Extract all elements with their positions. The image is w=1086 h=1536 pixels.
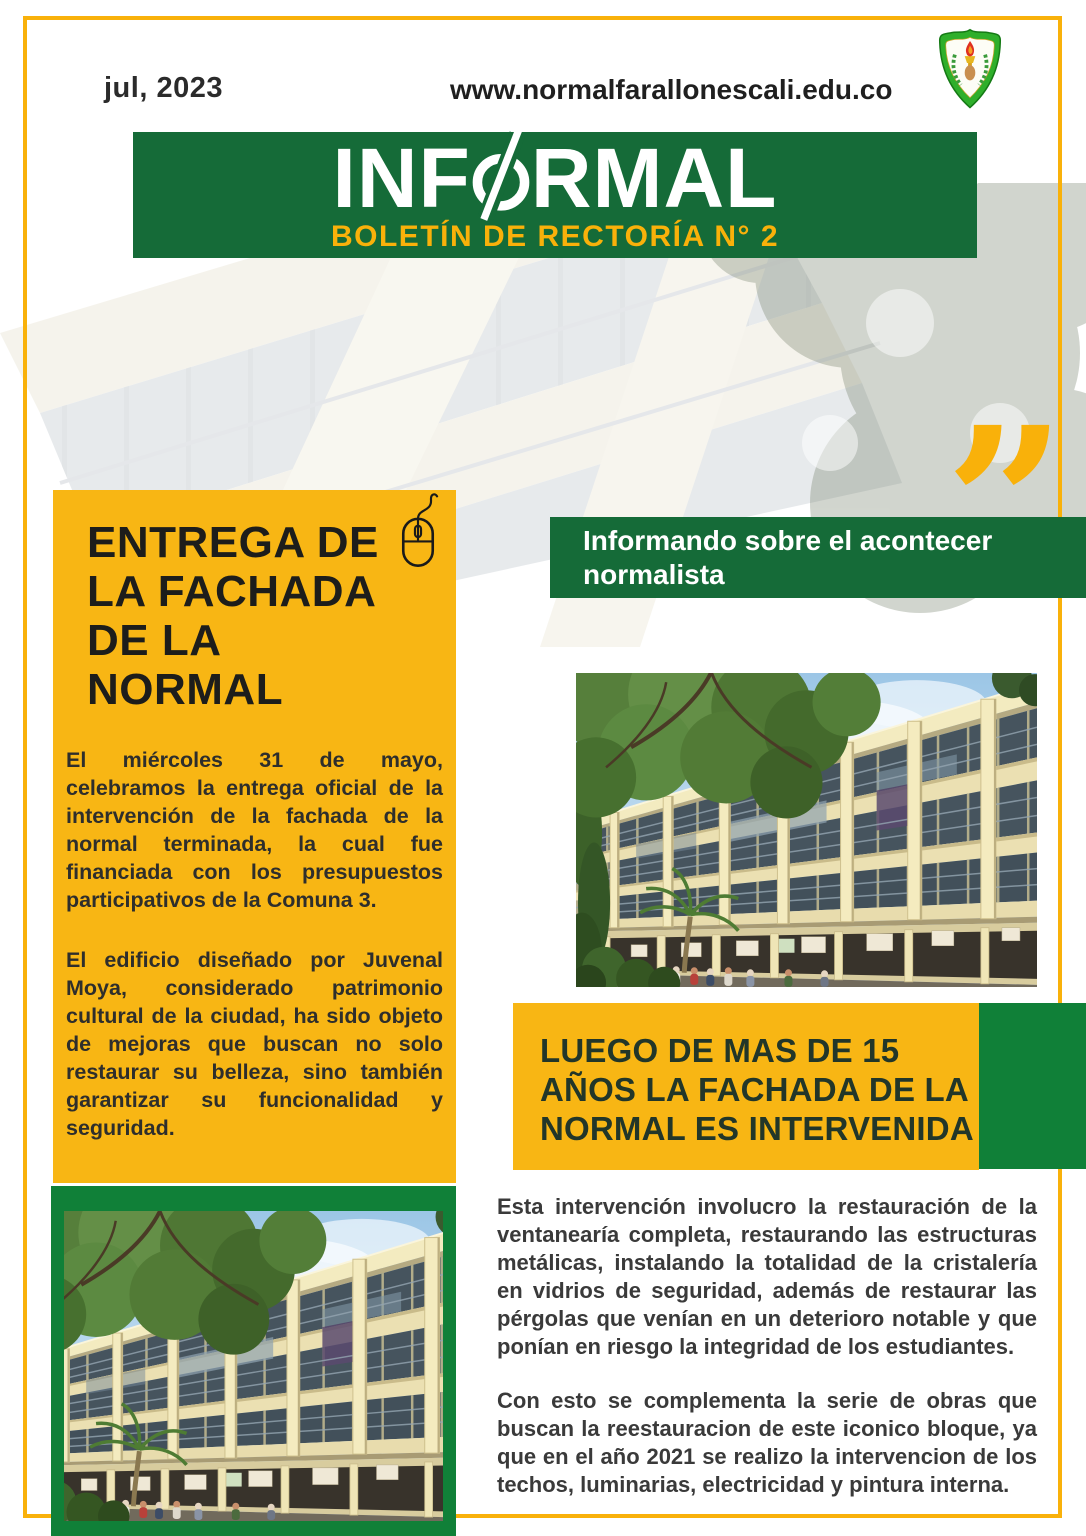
headline-green-accent — [978, 1003, 1086, 1169]
masthead-title-left: INF — [332, 131, 471, 225]
tagline-banner: Informando sobre el acontecer normalista — [550, 517, 1086, 598]
building-photo-main — [576, 673, 1037, 987]
left-article-card — [53, 490, 456, 1183]
closing-quotes-icon: ” — [945, 381, 1066, 628]
left-article-paragraph: El miércoles 31 de mayo, celebramos la entrega oficial de la intervención de la fachada de la normal terminada, la cual fue financiada con los presupuestos participativos de la Comuna 3. — [66, 748, 443, 912]
building-photo-framed — [51, 1186, 456, 1536]
right-article-paragraph: Con esto se complementa la serie de obras que buscan la reestauracion de este iconico bloque, ya que en el año 2021 se realizo la intervencion de los techos, luminarias, electricidad y pintura interna. — [497, 1388, 1037, 1497]
left-article-paragraph: El edificio diseñado por Juvenal Moya, considerado patrimonio cultural de la ciudad, ha sido objeto de mejoras que buscan no solo restaurar su belleza, sino también garantizar su funcionalidad y seguridad. — [66, 948, 443, 1140]
left-article-headline: ENTREGA DE LA FACHADA DE LA NORMAL — [87, 518, 379, 714]
computer-mouse-icon — [392, 488, 444, 574]
issue-date: jul, 2023 — [104, 72, 223, 104]
right-article-body — [497, 1193, 1037, 1499]
masthead-subtitle: BOLETÍN DE RECTORÍA N° 2 — [330, 220, 780, 253]
website-link[interactable]: www.normalfarallonescali.edu.co — [450, 74, 893, 105]
masthead-title — [133, 131, 977, 225]
masthead-title-right: RMAL — [530, 131, 778, 225]
slashed-o-icon — [472, 132, 530, 220]
right-article-headline: LUEGO DE MAS DE 15 AÑOS LA FACHADA DE LA NORMAL ES INTERVENIDA — [540, 1032, 974, 1147]
left-article-body — [66, 746, 443, 1142]
school-crest-icon — [936, 27, 1004, 111]
right-article-paragraph: Esta intervención involucro la restauración de la ventanearía completa, restaurando las estructuras metálicas, instalando la totalidad de la cristalería en vidrios de seguridad, además de restaurar las pérgolas que venían en un deterioro notable y que ponían en riesgo la integridad de los estudiantes. — [497, 1194, 1037, 1359]
right-article-headline-card — [513, 1003, 979, 1170]
masthead-banner — [133, 132, 977, 258]
